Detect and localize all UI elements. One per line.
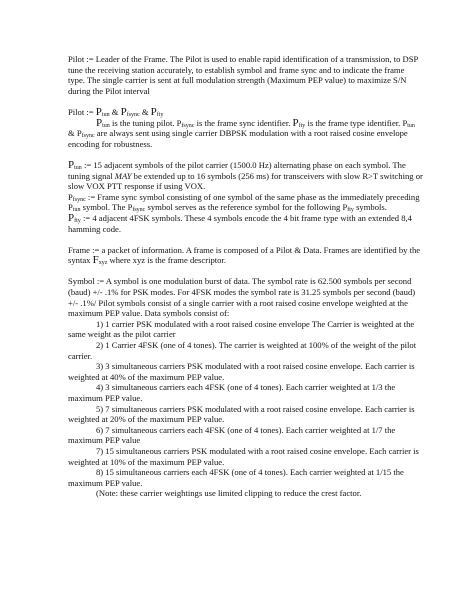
pilot-desc-sym: P bbox=[96, 116, 103, 129]
pilot-eq-prefix: Pilot := bbox=[68, 106, 96, 117]
pfty-sub: fty bbox=[74, 217, 81, 224]
ptun-sym: P bbox=[68, 158, 75, 171]
pilot-desc-sub: tun bbox=[102, 122, 110, 129]
note: (Note: these carrier weightings use limited clipping to reduce the crest factor. bbox=[96, 488, 362, 499]
pilot-desc-text: is the frame sync identifier. bbox=[194, 117, 293, 128]
list-item: 2) 1 Carrier 4FSK (one of 4 tones). The carrier is weighted at 100% of the weight of the pilot carrier. bbox=[68, 340, 417, 361]
pfsync-sub: fsync bbox=[72, 196, 86, 203]
pfsync-text: := Frame sync symbol consisting of one symbol of the same phase as the immediately preceding bbox=[85, 191, 420, 202]
pilot-desc-text: & bbox=[68, 128, 77, 139]
pfsync-sym: P bbox=[342, 202, 348, 213]
pfty-definition bbox=[68, 213, 423, 234]
list-item: 1) 1 carrier PSK modulated with a root raised cosine envelope The Carrier is weighted at the same weight as the pilot carrier bbox=[68, 318, 415, 340]
pfsync-sub: fsync bbox=[132, 207, 146, 214]
frame-text: Frame := a packet of information. A frame is composed of a Pilot & Data. Frames are identified by the syntax bbox=[68, 244, 421, 266]
pfsync-sub: fty bbox=[347, 207, 354, 214]
pilot-desc-sub: fsync bbox=[181, 122, 195, 129]
pilot-eq-p2: P bbox=[120, 105, 127, 118]
list-item: 8) 15 simultaneous carriers each 4FSK (one of 4 tones). Each carrier weighted at 1/15 the maximum PEP value. bbox=[68, 467, 404, 488]
ptun-definition bbox=[68, 160, 423, 192]
ptun-text: be extended up to 16 symbols (256 ms) for transceivers with slow R>T switching or slow VOX PTT response if using VOX. bbox=[68, 170, 423, 192]
pilot-eq-p3: P bbox=[150, 105, 157, 118]
pilot-eq-s3: fty bbox=[156, 111, 164, 118]
frame-definition bbox=[68, 245, 423, 266]
pfsync-sym: P bbox=[127, 202, 133, 213]
pfsync-sym: P bbox=[68, 202, 73, 213]
pilot-desc-sym: P bbox=[176, 117, 182, 128]
pilot-desc-sym: P bbox=[76, 128, 82, 139]
pilot-desc-sub: tun bbox=[407, 122, 415, 129]
pilot-eq-s1: tun bbox=[101, 111, 110, 118]
list-item: 7) 15 simultaneous carriers PSK modulated with a root raised cosine envelope. Each carrier is weighted at 10% of the maximum PEP value. bbox=[68, 445, 419, 467]
pfsync-sym: P bbox=[68, 191, 73, 202]
list-item: 5) 7 simultaneous carriers PSK modulated with a root raised cosine envelope. Each carrier is weighted at 20% of the maximum PEP value. bbox=[68, 403, 415, 425]
pilot-desc-text: are always sent using single carrier DBPSK modulation with a root raised cosine envelope encoding for robustness. bbox=[68, 128, 408, 149]
pfsync-text: symbol. The bbox=[80, 202, 128, 213]
pilot-desc-sub: fsync bbox=[81, 133, 95, 140]
list-item: 6) 7 simultaneous carriers each 4FSK (one of 4 tones). Each carrier weighted at 1/7 the maximum PEP value bbox=[68, 424, 396, 446]
frame-sub: xyz bbox=[98, 260, 108, 267]
ptun-may: MAY bbox=[114, 170, 132, 181]
pilot-equation bbox=[68, 107, 423, 118]
pfty-sym: P bbox=[68, 211, 75, 224]
pilot-desc-sym: P bbox=[402, 117, 408, 128]
pilot-desc-sym: P bbox=[292, 116, 299, 129]
pilot-desc-text: is the frame type identifier. bbox=[305, 117, 403, 128]
ptun-text: := 15 adjacent symbols of the pilot carrier (1500.0 Hz) alternating phase on each symbol. The tuning signal bbox=[68, 159, 406, 181]
pfsync-definition bbox=[68, 192, 423, 213]
frame-sym: F bbox=[92, 254, 99, 267]
pilot-eq-p1: P bbox=[95, 105, 102, 118]
pfsync-sub: tun bbox=[72, 207, 81, 214]
pilot-eq-s2: fsync bbox=[126, 111, 140, 118]
pfty-text: := 4 adjacent 4FSK symbols. These 4 symbols encode the 4 bit frame type with an extended 8,4 hamming code. bbox=[68, 212, 412, 234]
pilot-eq-amp2: & bbox=[139, 106, 151, 117]
pilot-desc-text: is the tuning pilot. bbox=[109, 117, 177, 128]
ptun-sub: tun bbox=[74, 164, 82, 171]
list-item: 3) 3 simultaneous carriers PSK modulated with a root raised cosine envelope. Each carrier is weighted at 40% of the maximum PEP value. bbox=[68, 361, 415, 382]
symbol-definition: Symbol := A symbol is one modulation burst of data. The symbol rate is 62.500 symbols per second (baud) +/- .1% for PSK modes. For 4FSK modes the symbol rate is 31.25 symbols per second (baud) +/- .1%/ Pilot symbols consist of a single carrier with a root raised cosine envelope weighted at the maximum PEP value. Data symbols consist of: bbox=[68, 276, 416, 319]
pfsync-text: symbols. bbox=[353, 202, 387, 213]
pilot-description bbox=[68, 118, 423, 150]
frame-text: where xyz is the frame descriptor. bbox=[107, 255, 226, 266]
pilot-desc-sub: fty bbox=[298, 122, 306, 129]
list-item: 4) 3 simultaneous carriers each 4FSK (one of 4 tones). Each carrier weighted at 1/3 the maximum PEP value. bbox=[68, 382, 396, 403]
pilot-eq-amp1: & bbox=[109, 106, 121, 117]
pfsync-text: symbol serves as the reference symbol for the following bbox=[145, 202, 343, 213]
pilot-definition: Pilot := Leader of the Frame. The Pilot is used to enable rapid identification of a transmission, to DSP tune the receiving station accurately, to establish symbol and frame sync and to indicate the frame type. The single carrier is sent at full modulation strength (Maximum PEP value) to maximize S/N during the Pilot interval bbox=[68, 54, 418, 96]
